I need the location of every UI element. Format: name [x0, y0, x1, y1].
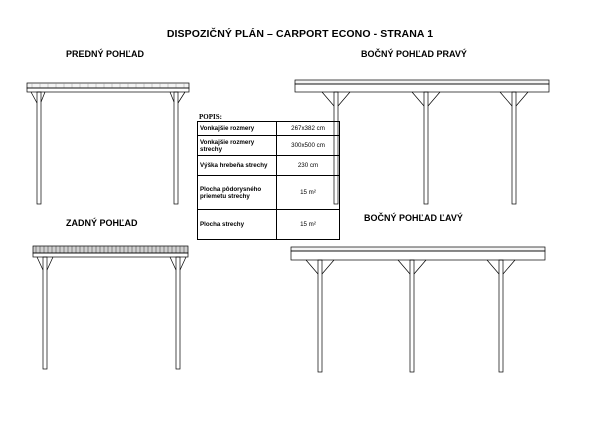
spec-value: 267x382 cm — [277, 122, 340, 136]
rear-view-label: ZADNÝ POHĽAD — [66, 218, 138, 228]
side-right-view-label: BOČNÝ POHĽAD PRAVÝ — [361, 49, 467, 59]
side-left-view-label: BOČNÝ POHĽAD ĽAVÝ — [364, 213, 463, 223]
spec-value: 230 cm — [277, 156, 340, 176]
spec-label: Vonkajšie rozmery — [198, 122, 277, 136]
front-view-label: PREDNÝ POHĽAD — [66, 49, 145, 59]
page-title: DISPOZIČNÝ PLÁN – CARPORT ECONO - STRANA 1 — [166, 28, 434, 40]
spec-value: 15 m² — [277, 210, 340, 240]
spec-label: Výška hrebeňa strechy — [198, 156, 277, 176]
popis-label: POPIS: — [199, 113, 222, 121]
table-row — [198, 122, 340, 136]
spec-label: Plocha strechy — [198, 210, 277, 240]
table-row — [198, 210, 340, 240]
table-row — [198, 136, 340, 156]
table-row — [198, 156, 340, 176]
spec-value: 300x500 cm — [277, 136, 340, 156]
table-row — [198, 176, 340, 210]
spec-table — [197, 121, 340, 240]
spec-label: Plocha pôdorysného priemetu strechy — [198, 176, 277, 210]
spec-label: Vonkajšie rozmery strechy — [198, 136, 277, 156]
spec-value: 15 m² — [277, 176, 340, 210]
